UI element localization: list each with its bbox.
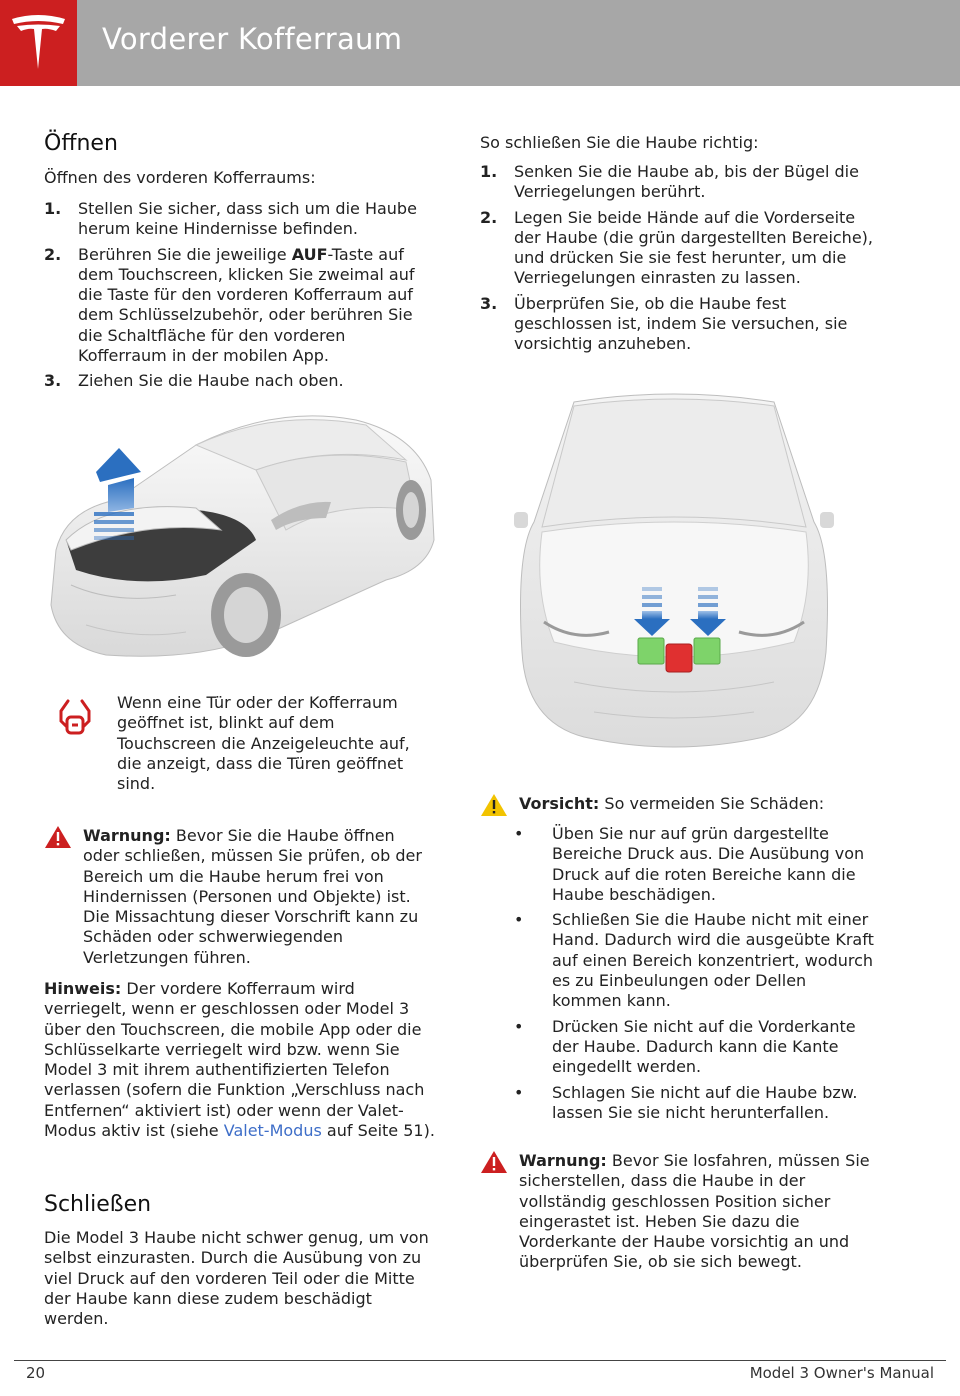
list-item <box>480 162 876 203</box>
caution-note <box>519 794 875 814</box>
list-item <box>44 371 436 391</box>
close-intro: So schließen Sie die Haube richtig: <box>480 133 759 152</box>
warning-triangle-icon <box>44 825 72 849</box>
warning-label: Warnung: <box>519 1151 607 1170</box>
car-front-hood-illustration <box>514 392 834 762</box>
hint-label: Hinweis: <box>44 979 122 998</box>
list-item <box>514 1017 876 1078</box>
page-number: 20 <box>26 1364 46 1382</box>
door-note: Wenn eine Tür oder der Kofferraum geöffnet ist, blinkt auf dem Touchscreen die Anzeigeleuchte auf, die anzeigt, dass die Türen geöffnet sind. <box>117 693 410 794</box>
hint-text-post: auf Seite 51). <box>321 1121 435 1141</box>
step-text-post: -Taste auf dem Touchscreen, klicken Sie zweimal auf die Taste für den vorderen Kofferraum auf dem Schlüsselzubehör, oder berühren Sie die Schaltfläche für den vorderen Kofferraum in der mobilen App. <box>78 244 415 366</box>
step-number: 1. <box>44 199 62 218</box>
list-item <box>514 824 876 905</box>
bullet-text: Üben Sie nur auf grün dargestellte Bereiche Druck aus. Die Ausübung von Druck auf die roten Bereiche kann die Haube beschädigen. <box>552 824 865 904</box>
step-number: 3. <box>44 371 62 391</box>
warning-text: Bevor Sie losfahren, müssen Sie sicherstellen, dass die Haube in der vollständig geschlossen Position sicher eingerastet ist. Heben Sie dazu die Vorderkante der Haube vorsichtig an und überprüfen Sie, ob sie sich bewegt. <box>519 1151 870 1272</box>
step-text: Senken Sie die Haube ab, bis der Bügel die Verriegelungen berührt. <box>514 162 859 202</box>
step-text: Stellen Sie sicher, dass sich um die Haube herum keine Hindernisse befinden. <box>78 199 417 239</box>
step-text-pre: Berühren Sie die jeweilige <box>78 244 292 264</box>
step-number: 2. <box>480 207 498 227</box>
list-item <box>514 910 876 1011</box>
warning-note-right <box>519 1151 875 1273</box>
caution-label: Vorsicht: <box>519 794 600 813</box>
bullet-dot: • <box>514 824 524 843</box>
close-steps-list <box>480 162 876 360</box>
list-item <box>480 294 876 355</box>
bullet-text: Schließen Sie die Haube nicht mit einer Hand. Dadurch wird die ausgeübte Kraft auf einen Bereich konzentriert, wodurch es zu Einbeulungen oder Dellen kommen kann. <box>552 910 874 1011</box>
bullet-text: Schlagen Sie nicht auf die Haube bzw. lassen Sie sie nicht herunterfallen. <box>552 1082 858 1122</box>
tesla-logo <box>0 0 77 86</box>
step-number: 3. <box>480 293 498 313</box>
bullet-dot: • <box>514 910 524 930</box>
valet-mode-link[interactable]: Valet-Modus <box>223 1121 322 1141</box>
caution-triangle-icon <box>480 793 508 817</box>
push-area-right <box>694 638 720 664</box>
caution-text: So vermeiden Sie Schäden: <box>599 794 825 813</box>
warning-text: Bevor Sie die Haube öffnen oder schließen, müssen Sie prüfen, ob der Bereich um die Haube herum frei von Hindernissen (Personen und Objekte) ist. Die Missachtung dieser Vorschrift kann zu Schäden oder schwerwiegenden Verletzungen führen. <box>83 826 422 967</box>
avoid-area-center <box>666 644 692 672</box>
list-item <box>44 199 436 240</box>
bullet-dot: • <box>514 1016 524 1036</box>
page-title: Vorderer Kofferraum <box>102 22 403 56</box>
warning-triangle-icon <box>480 1150 508 1174</box>
page-header <box>0 0 960 86</box>
step-number: 2. <box>44 244 62 264</box>
hint-note <box>44 979 436 1141</box>
bullet-text: Drücken Sie nicht auf die Vorderkante der Haube. Dadurch kann die Kante eingedellt werden. <box>552 1016 856 1077</box>
list-item <box>480 208 876 289</box>
tesla-logo-icon <box>8 13 69 71</box>
warning-label: Warnung: <box>83 826 171 845</box>
open-steps-list <box>44 199 436 397</box>
list-item <box>514 1083 876 1124</box>
auf-label: AUF <box>291 244 328 264</box>
car-open-hood-illustration <box>46 400 436 665</box>
manual-title: Model 3 Owner's Manual <box>749 1364 934 1382</box>
step-text: Legen Sie beide Hände auf die Vorderseite der Haube (die grün dargestellten Bereiche), und drücken Sie sie fest herunter, um die Verriegelungen einrasten zu lassen. <box>514 207 873 288</box>
list-item <box>44 245 436 367</box>
open-intro: Öffnen des vorderen Kofferraums: <box>44 168 316 187</box>
footer-divider <box>14 1360 946 1361</box>
step-text: Überprüfen Sie, ob die Haube fest geschlossen ist, indem Sie versuchen, sie vorsichtig anzuheben. <box>514 293 848 354</box>
bullet-dot: • <box>514 1082 524 1102</box>
caution-bullet-list <box>514 824 876 1128</box>
open-heading: Öffnen <box>44 131 118 156</box>
warning-note-left <box>83 826 435 968</box>
close-heading: Schließen <box>44 1192 152 1217</box>
open-door-indicator-icon <box>56 697 94 741</box>
close-text: Die Model 3 Haube nicht schwer genug, um von selbst einzurasten. Durch die Ausübung von zu viel Druck auf den vorderen Teil oder die Mitte der Haube kann diese zudem beschädigt werden. <box>44 1228 429 1329</box>
push-area-left <box>638 638 664 664</box>
step-text: Ziehen Sie die Haube nach oben. <box>78 371 344 391</box>
step-number: 1. <box>480 162 498 181</box>
hint-text-pre: Der vordere Kofferraum wird verriegelt, wenn er geschlossen oder Model 3 über den Touchscreen, die mobile App oder die Schlüsselkarte verriegelt wird bzw. wenn Sie Model 3 mit ihrem authentifizierten Telefon verlassen (sofern die Funktion „Verschluss nach Entfernen“ aktiviert ist) oder wenn der Valet-Modus aktiv ist (siehe <box>44 979 425 1141</box>
